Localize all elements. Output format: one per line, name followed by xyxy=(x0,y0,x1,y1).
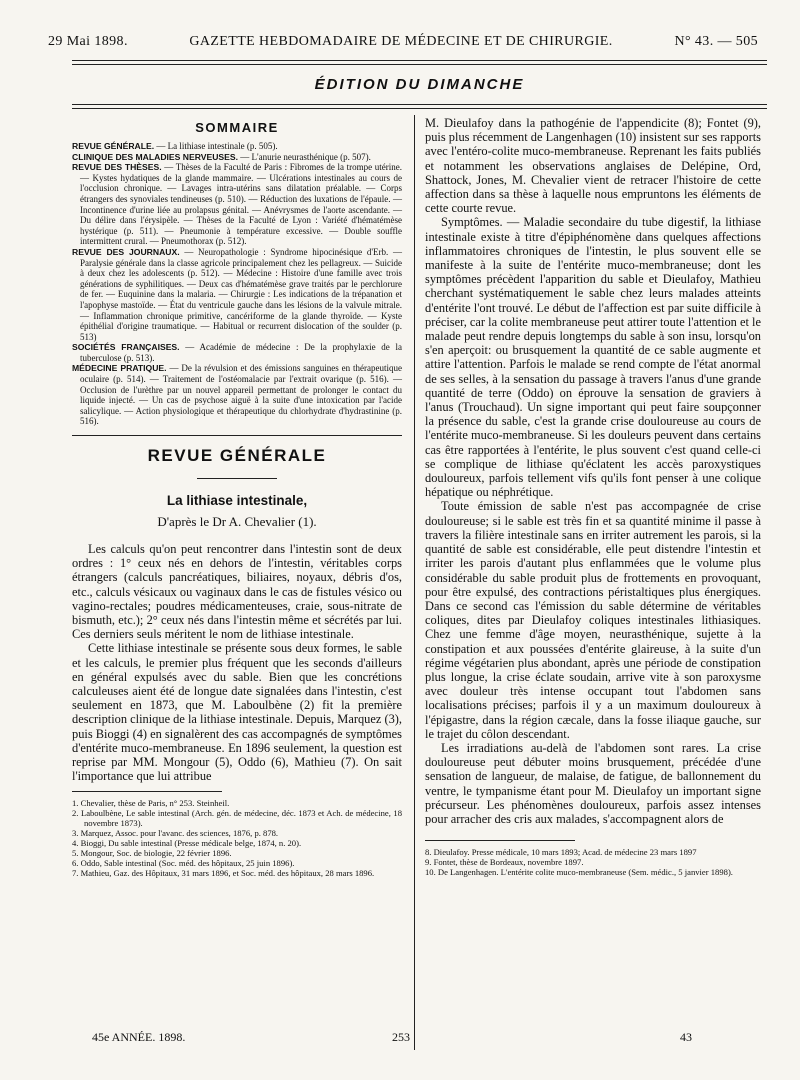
edition-rule xyxy=(72,104,767,109)
issue-date: 29 Mai 1898. xyxy=(48,34,128,49)
sommaire-entry-text: — La lithiase intestinale (p. 505). xyxy=(154,141,278,151)
sommaire-entry xyxy=(72,363,402,427)
page-number: 253 xyxy=(392,1030,410,1044)
article-paragraph: Les irradiations au-delà de l'abdomen sont rares. La crise douloureuse peut débuter moins brusquement, précédée d'une sensation de langueur, de malaise, de fatigue, de ballonnement du ventre, le tympanisme étant pour M. Dieulafoy un important signe précurseur. Les phénomènes douloureux, parfois assez intenses pour arracher des cris aux malades, s'accompagnent alors de xyxy=(425,740,761,826)
sommaire-entry-heading: MÉDECINE PRATIQUE. xyxy=(72,363,167,374)
edition-banner: ÉDITION DU DIMANCHE xyxy=(314,76,525,93)
article-title: La lithiase intestinale, xyxy=(166,493,308,509)
article-paragraph: Toute émission de sable n'est pas accompagnée de crise douloureuse; si le sable est très fin et sa quantité minime il passe à travers la filière intestinale sans en irriter autrement les parois, si la quantité de sable est considérable, elle peut distendre l'intestin et irriter les parois d'autant plus enflammées que le volume plus considérable du sable produit plus de frottements en provoquant, pour être expulsé, des contractions péristaltiques plus énergiques. Dans ce second cas l'émission du sable détermine de véritables coliques, dites par Dieulafoy coliques intestinales lithiasiques. Chez une femme d'âge moyen, neurasthénique, sujette à la constipation et aux poussées d'entérite glaireuse, à la suite d'un régime végétarien plus abondant, après une période de constipation plus longue, la crise éclate soudain, arrive vite à son paroxysme avec douleur très intense occupant tout l'abdomen sans localisations précises; parfois il y a un maximum douloureux à l'épigastre, dans la région cæcale, dans la fosse iliaque gauche, sur le trajet du côlon descendant. xyxy=(425,499,761,741)
header-rule xyxy=(72,60,767,65)
sommaire-entry-heading: REVUE DES THÈSES. xyxy=(72,162,162,173)
footnote: 10. De Langenhagen. L'entérite colite muco-membraneuse (Sem. médic., 5 janvier 1898). xyxy=(425,867,733,878)
sommaire-entry-heading: REVUE DES JOURNAUX. xyxy=(72,246,180,257)
section-title: REVUE GÉNÉRALE xyxy=(147,446,327,466)
section-title-rule xyxy=(197,478,277,479)
footnote: 1. Chevalier, thèse de Paris, n° 253. Steinheil. xyxy=(72,798,230,809)
right-column xyxy=(425,116,761,877)
sheet-number: 43 xyxy=(680,1030,692,1044)
article-subtitle: D'après le Dr A. Chevalier (1). xyxy=(157,514,317,530)
footnote: 6. Oddo, Sable intestinal (Soc. méd. des hôpitaux, 25 juin 1896). xyxy=(72,858,295,869)
sommaire-entry-text: — Académie de médecine : De la prophylaxie de la tuberculose (p. 513). xyxy=(80,342,402,363)
footnotes-right xyxy=(425,847,761,877)
sommaire-entry-heading: SOCIÉTÉS FRANÇAISES. xyxy=(72,342,180,353)
sommaire-entry xyxy=(72,162,402,247)
article-paragraph: Symptômes. — Maladie secondaire du tube digestif, la lithiase intestinale existe à titre d'épiphénomène dans quelques affections inflammatoires chroniques de l'intestin, le plus souvent elle se manifeste à la suite de l'entérite muco-membraneuse; dont les symptômes précèdent l'apparition du sable et Dieulafoy, Mathieu cherchant systématiquement le sable chez leurs malades atteints d'entérite l'ont trouvé. Le début de l'affection est par suite difficile à préciser, car la colite membraneuse peut attirer toute l'attention et le malade peut rendre depuis longtemps du sable à son insu, lorsqu'on s'en aperçoit: ou brusquement la quantité de ce sable augmente et attire l'attention. Parfois le malade se rend compte de l'état anormal de ses selles, à la sensation du passage à travers l'anus d'une grande quantité de terre (Oddo) on éprouve la sensation de graviers à l'anus (Trouchaud). Un signe important qui peut faire soupçonner la présence du sable, c'est la grande crise douloureuse au cours de l'entérite muco-membraneuse. Si les douleurs peuvent dans certains cas être rapportées à l'entérite, le plus souvent c'est quand celle-ci se complique de lithiase qu'éclatent les accès paroxystiques douloureux, parfois tellement vifs qu'ils font penser à une colique hépatique ou néphrétique. xyxy=(425,215,761,500)
sommaire-entry-heading: REVUE GÉNÉRALE. xyxy=(72,141,155,151)
article-body-left xyxy=(72,542,402,783)
sommaire-entry-text: — De la révulsion et des émissions sanguines en thérapeutique oculaire (p. 514). — Traitement de l'ostéomalacie par l'extrait ovarique (p. 516). — Occlusion de l'urèthre par un nouvel appareil permettant de prolonger le contact du liquide injecté. — Un cas de psychose aiguë à la suite d'une intoxication par l'acide salicylique. — Action physiologique et thérapeutique du chlorhydrate d'hydrastinine (p. 516). xyxy=(80,363,403,427)
sommaire-entry-text: — Neuropathologie : Syndrome hipocinésique d'Erb. — Paralysie générale dans la classe agricole principalement chez les pellagreux. — Suicide à deux chez les adolescents (p. 512). — Médecine : Histoire d'une famille avec trois générations de syphilitiques. — Deux cas d'hématémèse grave traités par le perchlorure de fer. — Euquinine dans la malaria. — Chirurgie : Les indications de la trépanation et l'apophyse mastoïde. — État du ventricule gauche dans les lésions de la valvule mitrale. — Inflammation chronique primitive, cancériforme de la glande thyroïde. — Kyste épithélial d'origine traumatique. — Habitual or recurrent dislocation of the soulder (p. 513) xyxy=(80,246,402,342)
footnote: 2. Laboulbène, Le sable intestinal (Arch. gén. de médecine, déc. 1873 et Ach. de médecine, 18 novembre 1873). xyxy=(72,808,402,829)
article-paragraph: Cette lithiase intestinale se présente sous deux formes, le sable et les calculs, le premier plus fréquent que les seconds d'ailleurs en général expulsés avec du sable. Bien que les concrétions calculeuses aient été de longue date signalées dans l'intestin, c'est seulement en 1873, que M. Laboulbène (2) fit la première description clinique de la lithiase intestinale. Depuis, Marquez (3), puis Bioggi (4) en signalèrent des cas accompagnés de symptômes d'entérite muco-membraneuse. En 1896 seulement, la question est reprise par MM. Mongour (5), Oddo (6), Mathieu (7). On sait l'importance que lui attribue xyxy=(72,641,402,784)
section-rule xyxy=(72,435,402,436)
article-body-right xyxy=(425,116,761,826)
footnote: 9. Fontet, thèse de Bordeaux, novembre 1897. xyxy=(425,857,584,868)
footnote-rule xyxy=(72,791,222,792)
journal-title: GAZETTE HEBDOMADAIRE DE MÉDECINE ET DE CHIRURGIE. xyxy=(189,34,613,49)
issue-number: N° 43. — 505 xyxy=(674,34,758,49)
footnote: 3. Marquez, Assoc. pour l'avanc. des sciences, 1876, p. 878. xyxy=(72,828,279,839)
sommaire-entry-text: — L'anurie neurasthénique (p. 507). xyxy=(238,151,371,162)
sommaire-entry-heading: CLINIQUE DES MALADIES NERVEUSES. xyxy=(72,151,239,162)
left-column xyxy=(72,116,402,878)
footnote: 8. Dieulafoy. Presse médicale, 10 mars 1893; Acad. de médecine 23 mars 1897 xyxy=(425,847,697,858)
footnote: 4. Bioggi, Du sable intestinal (Presse médicale belge, 1874, n. 20). xyxy=(72,838,302,849)
sommaire-entry xyxy=(72,141,402,152)
sommaire-entry xyxy=(72,247,402,342)
sommaire-title: SOMMAIRE xyxy=(195,120,279,135)
footnotes-left xyxy=(72,798,402,878)
article-paragraph: Les calculs qu'on peut rencontrer dans l'intestin sont de deux ordres : 1° ceux nés en dehors de l'intestin, véritables corps étrangers (calculs pancréatiques, biliaires, noyaux, débris d'os, etc., calculs vésicaux ou vaginaux dans le cas de fistules vésico ou vagino-rectales; poudres médicamenteuses, craie, sous-nitrate de bismuth, etc.); 2° ceux nés dans l'intestin même et sécrétés par lui. Ces derniers seuls méritent le nom de lithiase intestinale. xyxy=(72,542,402,642)
sommaire-list xyxy=(72,141,402,427)
sommaire-entry-text: — Thèses de la Faculté de Paris : Fibromes de la trompe utérine. — Kystes hydatiques de la glande mammaire. — Ulcérations intestinales au cours de l'occlusion chronique. — Lavages intra-utérins sans dilatation préalable. — Corps étrangers des synoviales tendineuses (p. 510). — Réduction des luxations de l'épaule. — Incontinence d'urine liée au prolapsus génital. — Anévrysmes de l'aorte ascendante. — Du délire dans l'érysipèle. — Thèses de la Faculté de Lyon : Variété d'hématémèse hystérique (p. 511). — Pneumonie à température excessive. — Double souffle intermittent crural. — Pneumothorax (p. 512). xyxy=(80,162,403,247)
footnote: 7. Mathieu, Gaz. des Hôpitaux, 31 mars 1896, et Soc. méd. des hôpitaux, 28 mars 1896. xyxy=(72,868,375,879)
footnote: 5. Mongour, Soc. de biologie, 22 février 1896. xyxy=(72,848,232,859)
article-paragraph: M. Dieulafoy dans la pathogénie de l'appendicite (8); Fontet (9), puis plus récemment de Langenhagen (10) insistent sur ses rapports avec l'entéro-colite muco-membraneuse. Reprenant les faits publiés et notamment les observations anglaises de Delépine, Ord, Shattock, Jones, M. Chevalier vient de retracer l'histoire de cette affection dans sa thèse à laquelle nous empruntons les éléments de cette courte revue. xyxy=(425,116,761,216)
running-header xyxy=(40,32,762,54)
column-divider xyxy=(414,115,415,1050)
sommaire-entry xyxy=(72,152,402,163)
footnote-rule-right xyxy=(425,840,575,841)
volume-year: 45e ANNÉE. 1898. xyxy=(92,1030,186,1044)
sommaire-entry xyxy=(72,342,402,363)
